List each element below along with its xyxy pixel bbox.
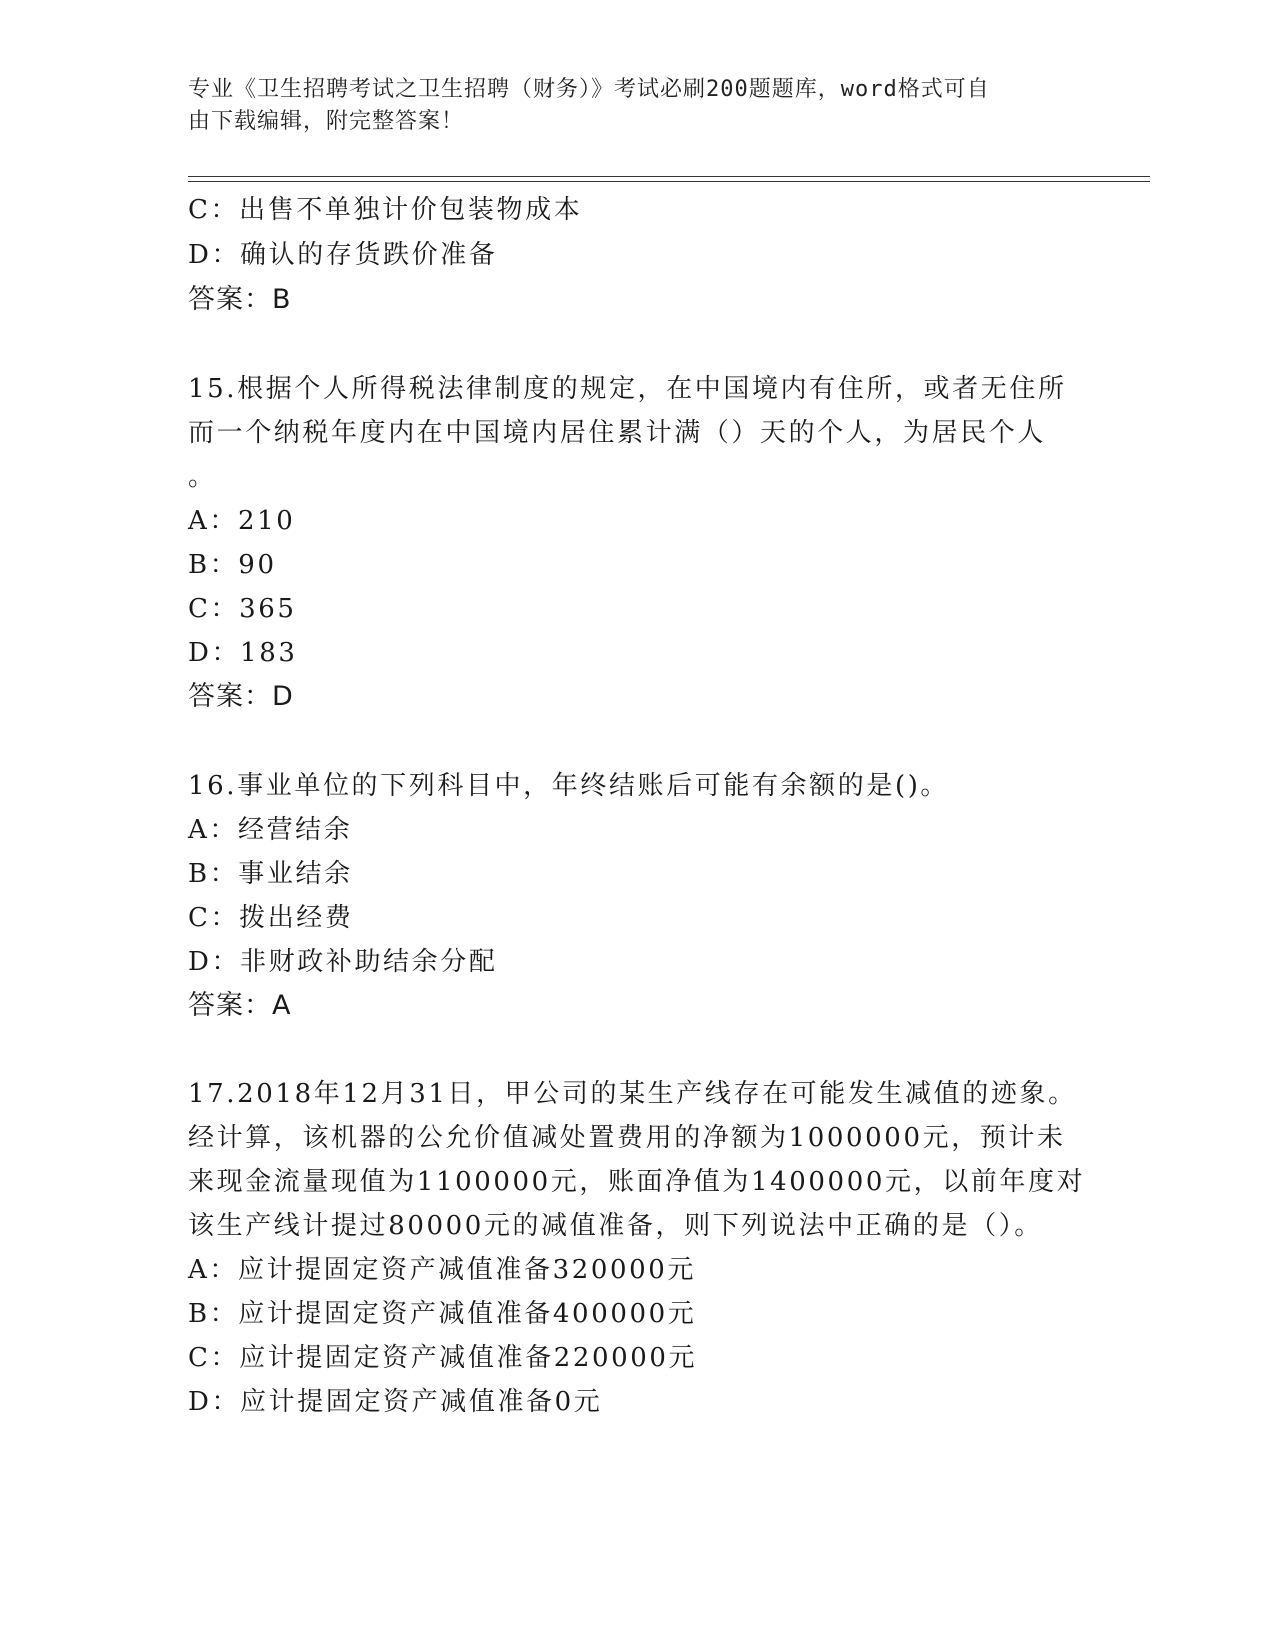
q15-option-b: B：90	[188, 550, 277, 580]
q17-option-b: B：应计提固定资产减值准备400000元	[188, 1299, 697, 1329]
q15-stem-line-3: 。	[188, 462, 217, 492]
q15-answer: 答案：D	[188, 681, 294, 712]
q16-stem-line-1: 16.事业单位的下列科目中，年终结账后可能有余额的是()。	[188, 771, 950, 801]
q16-option-c: C：拨出经费	[188, 903, 354, 933]
q17-option-a: A：应计提固定资产减值准备320000元	[188, 1255, 697, 1285]
q15-stem-line-1: 15.根据个人所得税法律制度的规定，在中国境内有住所，或者无住所	[188, 374, 1067, 404]
header-line-2: 由下载编辑，附完整答案！	[188, 109, 465, 134]
q17-stem-line-1: 17.2018年12月31日，甲公司的某生产线存在可能发生减值的迹象。	[188, 1079, 1077, 1109]
q15-stem-line-2: 而一个纳税年度内在中国境内居住累计满（）天的个人，为居民个人	[188, 418, 1047, 448]
q17-stem-line-4: 该生产线计提过80000元的减值准备，则下列说法中正确的是（）。	[188, 1211, 1043, 1241]
q16-answer: 答案：A	[188, 990, 292, 1021]
q14-option-c: C：出售不单独计价包装物成本	[188, 195, 583, 225]
q17-option-d: D：应计提固定资产减值准备0元	[188, 1387, 603, 1417]
q15-option-a: A：210	[188, 506, 296, 536]
q14-answer: 答案：B	[188, 284, 292, 315]
header-divider-top	[188, 176, 1150, 177]
q17-stem-line-3: 来现金流量现值为1100000元，账面净值为1400000元，以前年度对	[188, 1167, 1086, 1197]
q16-option-d: D：非财政补助结余分配	[188, 947, 498, 977]
q16-option-b: B：事业结余	[188, 859, 353, 889]
q15-option-d: D：183	[188, 638, 298, 668]
q17-option-c: C：应计提固定资产减值准备220000元	[188, 1343, 698, 1373]
document-header	[188, 74, 1068, 138]
header-line-1: 专业《卫生招聘考试之卫生招聘（财务）》考试必刷200题题库，word格式可自	[188, 77, 990, 102]
q17-stem-line-2: 经计算，该机器的公允价值减处置费用的净额为1000000元，预计未	[188, 1123, 1066, 1153]
q16-option-a: A：经营结余	[188, 815, 353, 845]
header-divider-bottom	[188, 181, 1150, 182]
q14-option-d: D：确认的存货跌价准备	[188, 240, 498, 270]
q15-option-c: C：365	[188, 594, 297, 624]
